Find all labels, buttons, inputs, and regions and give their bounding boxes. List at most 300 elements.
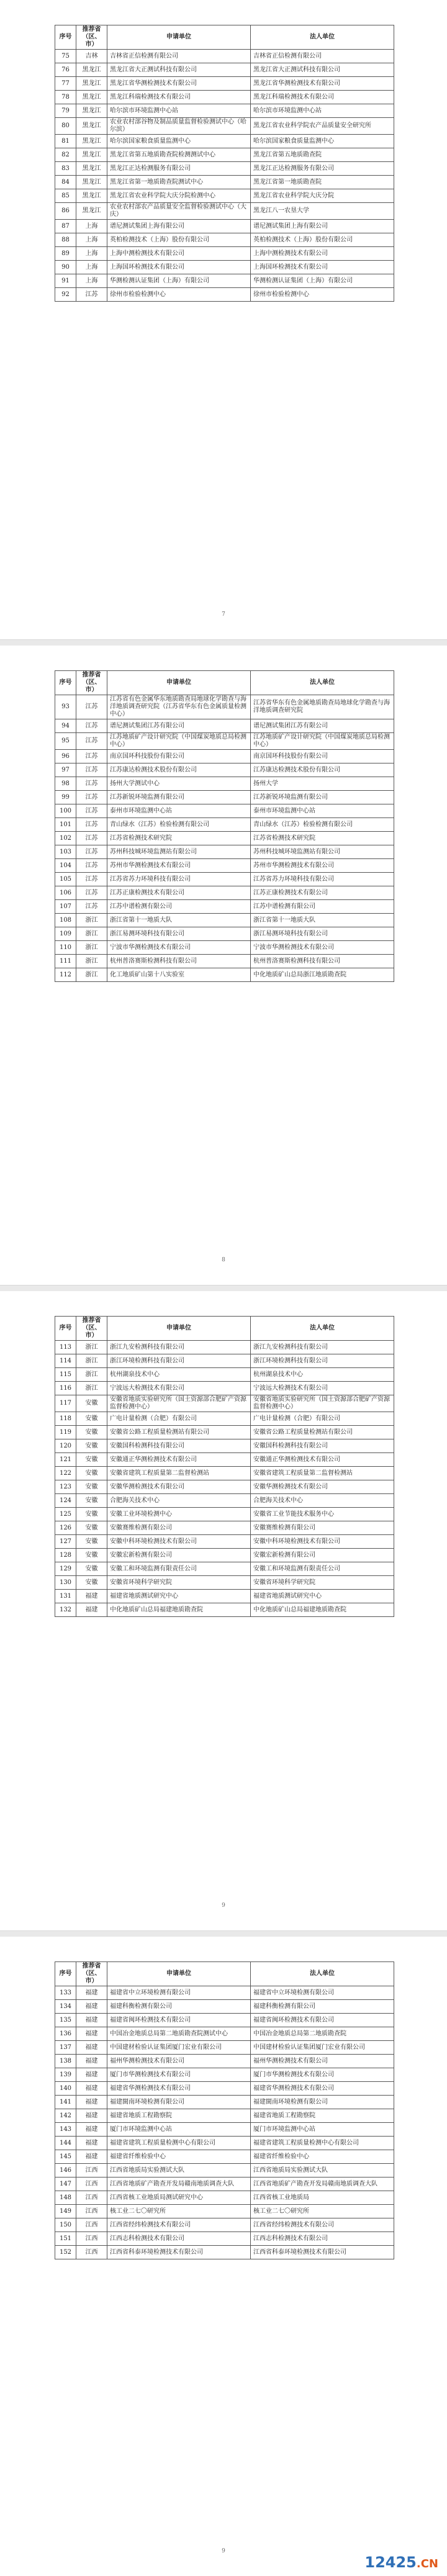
cell-applicant: 浙江环境检测科技有限公司	[107, 1354, 251, 1368]
table-row	[55, 2041, 394, 2055]
cell-applicant: 厦门市环境监测中心站	[107, 2123, 251, 2137]
cell-applicant: 江苏正康检测技术有限公司	[107, 886, 251, 900]
cell-number: 116	[55, 1382, 76, 1395]
watermark-number: 12425	[364, 2554, 417, 2571]
cell-legal-entity: 南京国环科技股份有限公司	[251, 750, 394, 763]
cell-applicant: 江苏省有色金属华东地质勘查局地球化学勘查与海洋地质调查研究院（江苏省华东有色金属质量检测中心）	[107, 695, 251, 719]
table-row	[55, 750, 394, 763]
cell-applicant: 杭州普洛赛斯检测科技有限公司	[107, 955, 251, 968]
cell-legal-entity: 核工业二七〇研究所	[251, 2205, 394, 2218]
cell-province: 上海	[76, 247, 107, 261]
cell-province: 江西	[76, 2164, 107, 2177]
cell-province: 福建	[76, 2041, 107, 2055]
cell-province: 福建	[76, 1986, 107, 2000]
cell-province: 福建	[76, 2027, 107, 2041]
cell-number: 94	[55, 719, 76, 733]
cell-applicant: 安徽工业环境检测中心	[107, 1508, 251, 1521]
table-row	[55, 1354, 394, 1368]
cell-number: 130	[55, 1576, 76, 1590]
cell-number: 106	[55, 886, 76, 900]
cell-province: 浙江	[76, 914, 107, 927]
table-row	[55, 135, 394, 148]
cell-number: 121	[55, 1453, 76, 1467]
table-row	[55, 91, 394, 104]
table-row	[55, 148, 394, 162]
cell-number: 134	[55, 2000, 76, 2014]
cell-number: 104	[55, 859, 76, 873]
table-row	[55, 1521, 394, 1535]
cell-province: 江苏	[76, 763, 107, 777]
cell-number: 114	[55, 1354, 76, 1368]
cell-province: 安徽	[76, 1453, 107, 1467]
cell-province: 黑龙江	[76, 148, 107, 162]
header-row	[55, 1317, 394, 1341]
table-row	[55, 2177, 394, 2191]
table-row	[55, 733, 394, 750]
cell-number: 79	[55, 104, 76, 118]
cell-number: 113	[55, 1341, 76, 1354]
watermark-domain: .CN	[416, 2557, 438, 2570]
cell-legal-entity: 福建省纤维检验中心	[251, 2150, 394, 2164]
table-row	[55, 1412, 394, 1426]
cell-legal-entity: 福建省中立环境检测有限公司	[251, 1986, 394, 2000]
cell-legal-entity: 华测检测认证集团（上海）有限公司	[251, 274, 394, 288]
cell-legal-entity: 上海国环检测技术有限公司	[251, 261, 394, 274]
table-row	[55, 791, 394, 804]
cell-province: 黑龙江	[76, 189, 107, 203]
table-body	[55, 695, 394, 982]
cell-legal-entity: 广电计量检测（合肥）有限公司	[251, 1412, 394, 1426]
cell-applicant: 安徽省环境科学研究院	[107, 1576, 251, 1590]
cell-number: 92	[55, 288, 76, 302]
cell-applicant: 福建省纤维检验中心	[107, 2150, 251, 2164]
cell-legal-entity: 扬州大学	[251, 777, 394, 791]
cell-legal-entity: 安徽省建筑工程质量第二监督检测站	[251, 1467, 394, 1480]
cell-province: 江苏	[76, 818, 107, 832]
table-row	[55, 1562, 394, 1576]
cell-province: 江西	[76, 2177, 107, 2191]
header-province: 推荐省 （区、市）	[76, 671, 107, 695]
cell-applicant: 中国冶金地质总局第二地质勘查院测试中心	[107, 2027, 251, 2041]
cell-applicant: 福建省中立环境检测有限公司	[107, 1986, 251, 2000]
table-row	[55, 1480, 394, 1494]
cell-applicant: 江苏省检测技术研究院	[107, 832, 251, 845]
table-row	[55, 162, 394, 176]
cell-province: 安徽	[76, 1439, 107, 1453]
registry-table	[55, 670, 394, 982]
page-number: 9	[222, 1903, 225, 1909]
cell-legal-entity: 福建省地质测试研究中心	[251, 1590, 394, 1603]
cell-number: 112	[55, 968, 76, 982]
cell-applicant: 安徽中科环境检测技术有限公司	[107, 1535, 251, 1549]
cell-applicant: 杭州湖泉技术中心	[107, 1368, 251, 1382]
cell-province: 浙江	[76, 941, 107, 955]
cell-province: 福建	[76, 2096, 107, 2109]
cell-applicant: 福建省闽环检测技术有限公司	[107, 2014, 251, 2027]
page-number: 9	[222, 2548, 225, 2554]
cell-applicant: 中国建材检验认证集团厦门宏业有限公司	[107, 2041, 251, 2055]
cell-legal-entity: 黑龙江省第五地质勘查院	[251, 148, 394, 162]
cell-applicant: 化工地质矿山第十八实验室	[107, 968, 251, 982]
table-row	[55, 1986, 394, 2000]
header-no: 序号	[55, 1317, 76, 1341]
cell-applicant: 吉林省正信检测有限公司	[107, 50, 251, 63]
table-row	[55, 2191, 394, 2205]
cell-applicant: 福建科衡检测有限公司	[107, 2000, 251, 2014]
cell-number: 124	[55, 1494, 76, 1508]
cell-province: 吉林	[76, 50, 107, 63]
cell-number: 127	[55, 1535, 76, 1549]
page-number: 8	[222, 1257, 225, 1263]
cell-applicant: 安徽宏新检测有限公司	[107, 1549, 251, 1562]
cell-legal-entity: 黑龙江省农业科学院农产品质量安全研究所	[251, 118, 394, 135]
table-row	[55, 2246, 394, 2259]
cell-province: 浙江	[76, 1354, 107, 1368]
header-applicant: 申请单位	[107, 1962, 251, 1986]
cell-province: 安徽	[76, 1467, 107, 1480]
cell-province: 黑龙江	[76, 63, 107, 77]
cell-number: 98	[55, 777, 76, 791]
cell-province: 江西	[76, 2232, 107, 2246]
cell-applicant: 泰州市环境监测中心站	[107, 804, 251, 818]
cell-province: 江苏	[76, 845, 107, 859]
table-row	[55, 955, 394, 968]
cell-legal-entity: 安徽华测检测技术有限公司	[251, 1480, 394, 1494]
table-row	[55, 1453, 394, 1467]
cell-province: 江苏	[76, 777, 107, 791]
header-applicant: 申请单位	[107, 25, 251, 50]
table-row	[55, 763, 394, 777]
cell-applicant: 江西省地质局实验测试大队	[107, 2164, 251, 2177]
cell-number: 81	[55, 135, 76, 148]
cell-province: 福建	[76, 2137, 107, 2150]
cell-province: 浙江	[76, 968, 107, 982]
cell-legal-entity: 黑龙江省华测检测技术有限公司	[251, 77, 394, 91]
table-row	[55, 873, 394, 886]
cell-applicant: 上海中测检测技术有限公司	[107, 247, 251, 261]
cell-legal-entity: 江西省地质矿产勘查开发局赣南地质调查大队	[251, 2177, 394, 2191]
cell-number: 75	[55, 50, 76, 63]
cell-number: 103	[55, 845, 76, 859]
cell-number: 76	[55, 63, 76, 77]
table-row	[55, 1439, 394, 1453]
cell-applicant: 农业农村部谷物及制品质量监督检验测试中心（哈尔滨）	[107, 118, 251, 135]
table-row	[55, 1576, 394, 1590]
cell-applicant: 福建省建筑工程质量检测中心有限公司	[107, 2137, 251, 2150]
table-row	[55, 818, 394, 832]
table-row	[55, 2096, 394, 2109]
cell-province: 浙江	[76, 1341, 107, 1354]
table-row	[55, 1382, 394, 1395]
cell-applicant: 黑龙江省华测检测技术有限公司	[107, 77, 251, 91]
cell-applicant: 安徽省地质实验研究所（国土资源部合肥矿产资源监督检测中心）	[107, 1395, 251, 1412]
cell-province: 福建	[76, 2123, 107, 2137]
cell-applicant: 浙江省第十一地质大队	[107, 914, 251, 927]
cell-applicant: 福建省地质测试研究中心	[107, 1590, 251, 1603]
cell-legal-entity: 江苏新锐环境监测有限公司	[251, 791, 394, 804]
cell-province: 安徽	[76, 1426, 107, 1439]
cell-number: 152	[55, 2246, 76, 2259]
cell-legal-entity: 浙江省第十一地质大队	[251, 914, 394, 927]
cell-applicant: 哈尔滨市环境监测中心站	[107, 104, 251, 118]
cell-applicant: 苏州市华测检测技术有限公司	[107, 859, 251, 873]
cell-province: 江西	[76, 2191, 107, 2205]
table-row	[55, 220, 394, 233]
table-row	[55, 695, 394, 719]
cell-legal-entity: 江西省核工业地质局	[251, 2191, 394, 2205]
cell-province: 江西	[76, 2246, 107, 2259]
cell-legal-entity: 杭州湖泉技术中心	[251, 1368, 394, 1382]
header-row	[55, 671, 394, 695]
cell-legal-entity: 中国冶金地质总局第二地质勘查院	[251, 2027, 394, 2041]
cell-number: 88	[55, 233, 76, 247]
cell-number: 125	[55, 1508, 76, 1521]
registry-table	[55, 1961, 394, 2259]
table-row	[55, 2000, 394, 2014]
cell-province: 安徽	[76, 1549, 107, 1562]
registry-table	[55, 1316, 394, 1617]
cell-applicant: 黑龙江科瑞检测技术有限公司	[107, 91, 251, 104]
cell-applicant: 核工业二七〇研究所	[107, 2205, 251, 2218]
cell-province: 福建	[76, 2000, 107, 2014]
cell-province: 江苏	[76, 791, 107, 804]
table-row	[55, 1494, 394, 1508]
table-header	[55, 1317, 394, 1341]
cell-applicant: 江苏新锐环境监测有限公司	[107, 791, 251, 804]
cell-number: 133	[55, 1986, 76, 2000]
cell-province: 浙江	[76, 1368, 107, 1382]
cell-applicant: 江西省经纬检测技术有限公司	[107, 2218, 251, 2232]
cell-legal-entity: 黑龙江省农业科学院大庆分院	[251, 189, 394, 203]
cell-applicant: 中化地质矿山总局福建地质勘查院	[107, 1603, 251, 1617]
cell-legal-entity: 江苏地质矿产设计研究院（中国煤炭地质总局检测中心）	[251, 733, 394, 750]
table-row	[55, 2109, 394, 2123]
cell-applicant: 南京国环科技股份有限公司	[107, 750, 251, 763]
cell-province: 江西	[76, 2218, 107, 2232]
cell-province: 黑龙江	[76, 162, 107, 176]
cell-province: 安徽	[76, 1494, 107, 1508]
cell-applicant: 江西省地质矿产勘查开发局赣南地质调查大队	[107, 2177, 251, 2191]
cell-number: 151	[55, 2232, 76, 2246]
cell-applicant: 安徽华测检测技术有限公司	[107, 1480, 251, 1494]
cell-province: 安徽	[76, 1395, 107, 1412]
cell-number: 102	[55, 832, 76, 845]
table-row	[55, 176, 394, 189]
cell-number: 141	[55, 2096, 76, 2109]
cell-number: 135	[55, 2014, 76, 2027]
table-row	[55, 1603, 394, 1617]
cell-province: 福建	[76, 1590, 107, 1603]
cell-legal-entity: 江西省地质局实验测试大队	[251, 2164, 394, 2177]
cell-applicant: 广电计量检测（合肥）有限公司	[107, 1412, 251, 1426]
table-row	[55, 50, 394, 63]
cell-number: 136	[55, 2027, 76, 2041]
cell-applicant: 宁波远大检测技术有限公司	[107, 1382, 251, 1395]
table-row	[55, 2014, 394, 2027]
cell-legal-entity: 谱尼测试集团江苏有限公司	[251, 719, 394, 733]
table-row	[55, 1467, 394, 1480]
table-row	[55, 2205, 394, 2218]
cell-legal-entity: 江苏正康检测技术有限公司	[251, 886, 394, 900]
table-row	[55, 233, 394, 247]
table-body	[55, 1341, 394, 1617]
cell-legal-entity: 江苏省检测技术研究院	[251, 832, 394, 845]
cell-number: 78	[55, 91, 76, 104]
header-province: 推荐省 （区、市）	[76, 1962, 107, 1986]
cell-legal-entity: 中化地质矿山总局浙江地质勘查院	[251, 968, 394, 982]
table-row	[55, 104, 394, 118]
header-province: 推荐省 （区、市）	[76, 1317, 107, 1341]
cell-number: 110	[55, 941, 76, 955]
table-row	[55, 2218, 394, 2232]
cell-applicant: 安徽国科检测科技有限公司	[107, 1439, 251, 1453]
cell-legal-entity: 安徽通正华测检测技术有限公司	[251, 1453, 394, 1467]
cell-number: 86	[55, 203, 76, 220]
cell-number: 77	[55, 77, 76, 91]
cell-legal-entity: 江西省经纬检测技术有限公司	[251, 2218, 394, 2232]
table-row	[55, 927, 394, 941]
cell-applicant: 扬州大学测试中心	[107, 777, 251, 791]
cell-number: 101	[55, 818, 76, 832]
cell-legal-entity: 苏州市华测检测技术有限公司	[251, 859, 394, 873]
cell-province: 福建	[76, 2109, 107, 2123]
table-row	[55, 845, 394, 859]
table-row	[55, 189, 394, 203]
table-row	[55, 1426, 394, 1439]
cell-province: 安徽	[76, 1480, 107, 1494]
cell-province: 江苏	[76, 750, 107, 763]
cell-applicant: 安徽赛维检测有限公司	[107, 1521, 251, 1535]
cell-applicant: 黑龙江正达检测服务有限公司	[107, 162, 251, 176]
table-row	[55, 886, 394, 900]
cell-legal-entity: 江苏中谱检测有限公司	[251, 900, 394, 914]
cell-number: 120	[55, 1439, 76, 1453]
table-row	[55, 2164, 394, 2177]
cell-number: 99	[55, 791, 76, 804]
cell-applicant: 苏州科技城环境监测站有限公司	[107, 845, 251, 859]
table-row	[55, 2137, 394, 2150]
cell-legal-entity: 厦门市环境监测中心站	[251, 2123, 394, 2137]
cell-legal-entity: 黑龙江省大正测试科技有限公司	[251, 63, 394, 77]
table-row	[55, 1395, 394, 1412]
cell-legal-entity: 英柏检测技术（上海）股份有限公司	[251, 233, 394, 247]
cell-province: 上海	[76, 220, 107, 233]
table-row	[55, 118, 394, 135]
cell-number: 145	[55, 2150, 76, 2164]
cell-province: 上海	[76, 261, 107, 274]
cell-applicant: 谱尼测试集团上海有限公司	[107, 220, 251, 233]
cell-number: 87	[55, 220, 76, 233]
cell-province: 上海	[76, 274, 107, 288]
cell-number: 129	[55, 1562, 76, 1576]
page	[0, 1291, 447, 1930]
table-row	[55, 2232, 394, 2246]
cell-number: 143	[55, 2123, 76, 2137]
table-row	[55, 804, 394, 818]
cell-legal-entity: 安徽宏新检测有限公司	[251, 1549, 394, 1562]
cell-legal-entity: 浙江易测环境科技有限公司	[251, 927, 394, 941]
cell-number: 144	[55, 2137, 76, 2150]
cell-applicant: 福建省华测检测技术有限公司	[107, 2082, 251, 2096]
cell-applicant: 哈尔滨国家粮食质量监测中心	[107, 135, 251, 148]
page	[0, 0, 447, 639]
cell-applicant: 黑龙江省大正测试科技有限公司	[107, 63, 251, 77]
cell-applicant: 上海国环检测技术有限公司	[107, 261, 251, 274]
page-number: 7	[222, 611, 225, 618]
cell-number: 109	[55, 927, 76, 941]
header-legal: 法人单位	[251, 1962, 394, 1986]
cell-province: 安徽	[76, 1521, 107, 1535]
table-row	[55, 719, 394, 733]
cell-applicant: 江苏省苏力环境科技有限公司	[107, 873, 251, 886]
table-row	[55, 1508, 394, 1521]
cell-legal-entity: 上海中测检测技术有限公司	[251, 247, 394, 261]
cell-province: 黑龙江	[76, 77, 107, 91]
cell-number: 147	[55, 2177, 76, 2191]
cell-applicant: 江西省核工业地质局测试研究中心	[107, 2191, 251, 2205]
cell-legal-entity: 宁波远大检测技术有限公司	[251, 1382, 394, 1395]
page	[0, 1937, 447, 2576]
table-body	[55, 1986, 394, 2259]
cell-number: 93	[55, 695, 76, 719]
table-row	[55, 2027, 394, 2041]
cell-legal-entity: 福建省闽环检测技术有限公司	[251, 2014, 394, 2027]
cell-province: 福建	[76, 2082, 107, 2096]
cell-number: 118	[55, 1412, 76, 1426]
cell-legal-entity: 黑龙江正达检测服务有限公司	[251, 162, 394, 176]
cell-number: 100	[55, 804, 76, 818]
cell-legal-entity: 黑龙江八一农垦大学	[251, 203, 394, 220]
cell-province: 福建	[76, 2055, 107, 2068]
table-row	[55, 914, 394, 927]
cell-applicant: 浙江九安检测科技有限公司	[107, 1341, 251, 1354]
table-row	[55, 77, 394, 91]
cell-province: 江苏	[76, 832, 107, 845]
cell-province: 江西	[76, 2205, 107, 2218]
cell-province: 黑龙江	[76, 203, 107, 220]
header-no: 序号	[55, 25, 76, 50]
cell-legal-entity: 泰州市环境监测中心站	[251, 804, 394, 818]
cell-province: 黑龙江	[76, 91, 107, 104]
cell-applicant: 华测检测认证集团（上海）有限公司	[107, 274, 251, 288]
cell-applicant: 青山绿水（江苏）检验检测有限公司	[107, 818, 251, 832]
cell-number: 149	[55, 2205, 76, 2218]
cell-province: 安徽	[76, 1562, 107, 1576]
cell-legal-entity: 福建閩南环境检测有限公司	[251, 2096, 394, 2109]
cell-province: 浙江	[76, 1382, 107, 1395]
table-row	[55, 288, 394, 302]
cell-legal-entity: 安徽国科检测科技有限公司	[251, 1439, 394, 1453]
cell-legal-entity: 杭州普洛赛斯检测科技有限公司	[251, 955, 394, 968]
table-row	[55, 247, 394, 261]
cell-applicant: 宁波市华测检测技术有限公司	[107, 941, 251, 955]
table-row	[55, 2055, 394, 2068]
cell-number: 83	[55, 162, 76, 176]
cell-applicant: 浙江易测环境科技有限公司	[107, 927, 251, 941]
cell-province: 福建	[76, 2014, 107, 2027]
cell-province: 浙江	[76, 927, 107, 941]
cell-applicant: 徐州市检验检测中心	[107, 288, 251, 302]
cell-applicant: 福州华测检测技术有限公司	[107, 2055, 251, 2068]
cell-legal-entity: 黑龙江科瑞检测技术有限公司	[251, 91, 394, 104]
cell-province: 福建	[76, 1603, 107, 1617]
cell-number: 89	[55, 247, 76, 261]
cell-number: 131	[55, 1590, 76, 1603]
table-row	[55, 2123, 394, 2137]
cell-number: 148	[55, 2191, 76, 2205]
cell-applicant: 农业农村部农产品质量安全监督检验测试中心（大庆）	[107, 203, 251, 220]
cell-legal-entity: 黑龙江省第一地质勘查院	[251, 176, 394, 189]
